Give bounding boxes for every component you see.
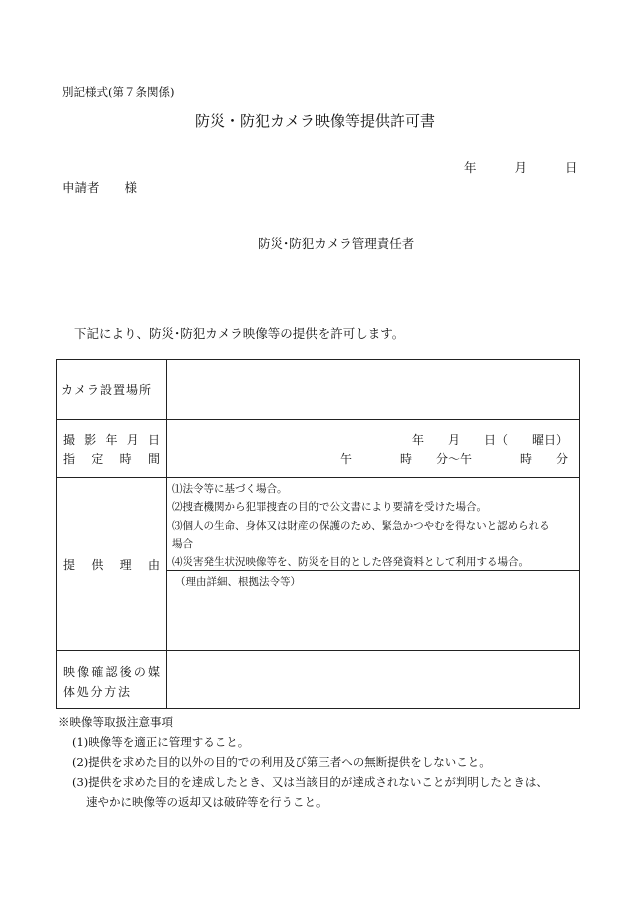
notes-heading: ※映像等取扱注意事項 [58, 715, 173, 729]
permit-form-table [56, 359, 580, 709]
disposal-label-line1: 映像確認後の媒 [63, 665, 160, 679]
note-item: (2)提供を求めた目的以外の目的での利用及び第三者への無断提供をしないこと。 [72, 755, 491, 769]
reason-option[interactable]: ⑵捜査機関から犯罪捜査の目的で公文書により要請を受けた場合。 [172, 501, 487, 513]
specified-time-field[interactable]: 午 時 分～午 時 分 [340, 452, 569, 466]
table-divider [57, 650, 579, 651]
disposal-label-line2: 体処分方法 [63, 685, 130, 699]
reason-detail-label: （理由詳細、根拠法令等） [175, 576, 301, 588]
reason-option[interactable]: ⑶個人の生命、身体又は財産の保護のため、緊急かつやむを得ないと認められる [172, 520, 550, 532]
permit-statement: 下記により、防災･防犯カメラ映像等の提供を許可します。 [74, 326, 405, 341]
table-divider [166, 570, 579, 571]
table-divider [57, 419, 579, 420]
reason-label: 提供理由 [63, 558, 160, 572]
date-month: 月 [514, 160, 528, 175]
handling-notes [58, 712, 548, 812]
reason-option[interactable]: ⑴法令等に基づく場合。 [172, 483, 288, 495]
note-item: (3)提供を求めた目的を達成したとき、又は当該目的が達成されないことが判明したときは、 [72, 775, 548, 789]
table-divider [166, 360, 167, 708]
date-year: 年 [464, 160, 477, 175]
camera-manager: 防災･防犯カメラ管理責任者 [258, 236, 415, 251]
form-reference: 別記様式(第７条関係) [62, 85, 175, 99]
issue-date [464, 158, 578, 176]
reason-option[interactable]: ⑷災害発生状況映像等を、防災を目的とした啓発資料として利用する場合。 [172, 556, 529, 568]
note-item: (1)映像等を適正に管理すること。 [72, 735, 250, 749]
camera-location-label: カメラ設置場所 [61, 383, 153, 397]
document-title: 防災・防犯カメラ映像等提供許可書 [194, 112, 435, 130]
shoot-date-field[interactable]: 年 月 日（ 曜日） [412, 433, 569, 447]
applicant-line: 申請者 様 [62, 180, 138, 195]
table-divider [57, 477, 579, 478]
reason-option-continued: 場合 [172, 538, 193, 550]
date-day: 日 [565, 160, 578, 175]
note-item-continued: 速やかに映像等の返却又は破砕等を行うこと。 [86, 795, 328, 809]
shoot-date-label: 撮影年月日 [63, 433, 160, 447]
disposal-method-field[interactable] [169, 660, 579, 704]
reason-detail-field[interactable] [169, 592, 579, 646]
specified-time-label: 指定時間 [63, 452, 160, 466]
camera-location-field[interactable] [169, 381, 579, 399]
